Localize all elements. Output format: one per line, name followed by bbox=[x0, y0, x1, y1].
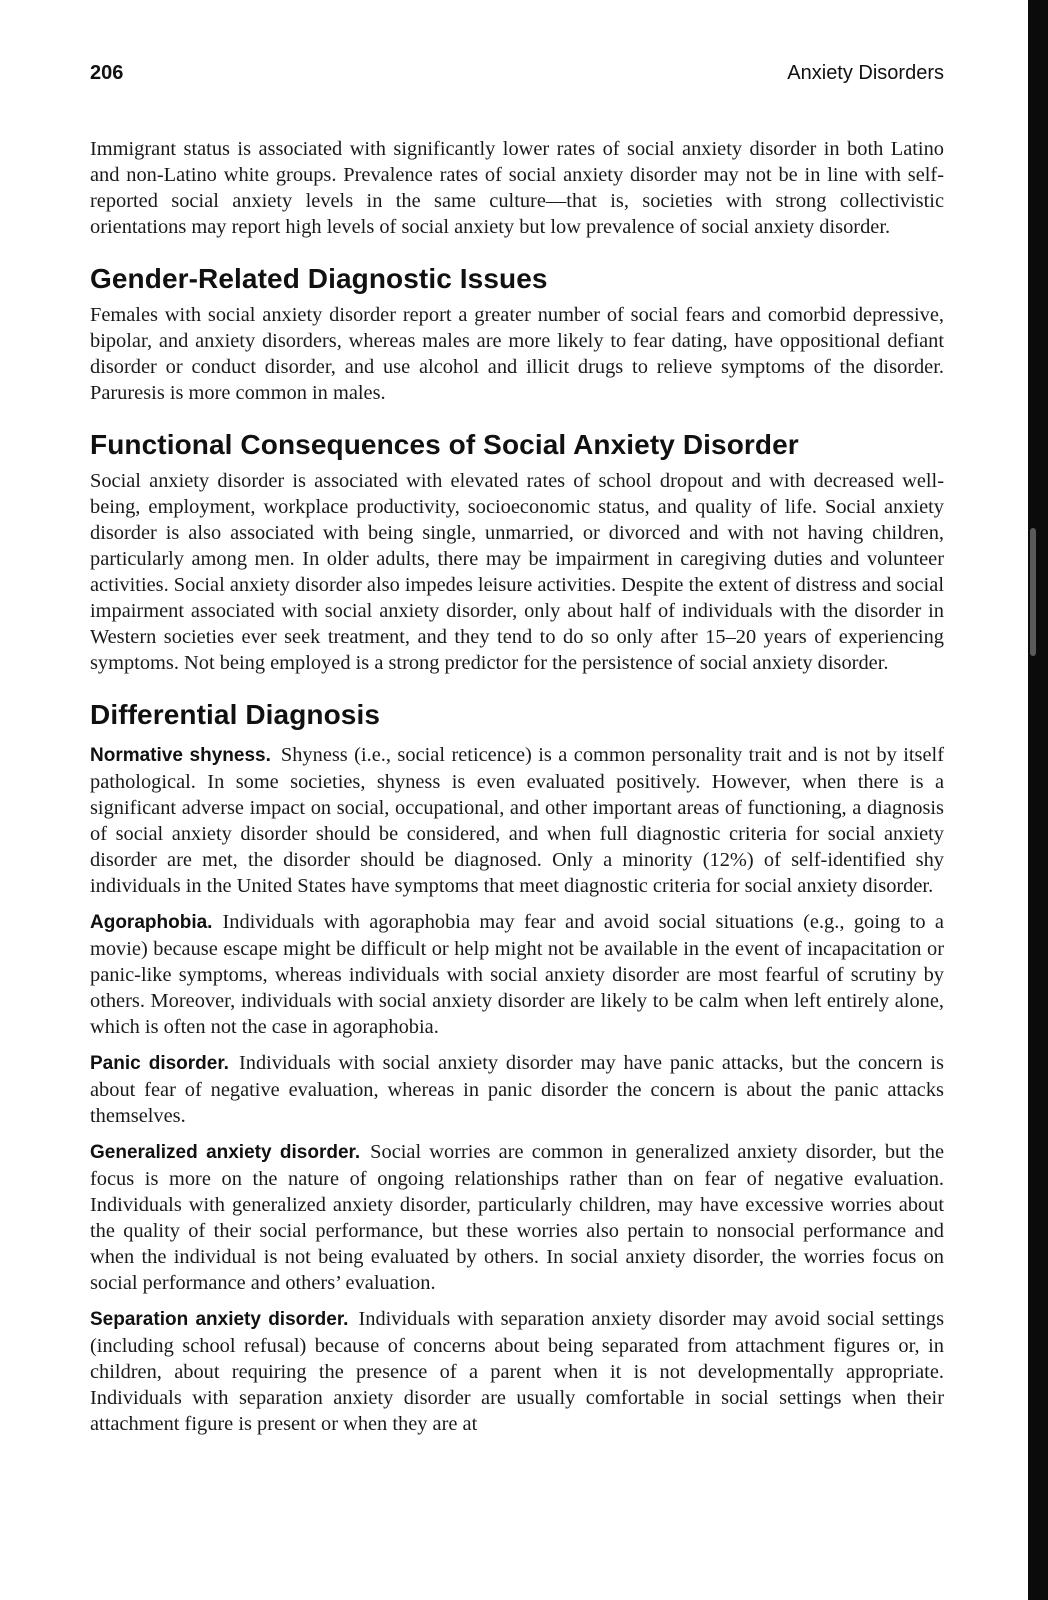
dd-term: Agoraphobia. bbox=[90, 912, 213, 933]
dd-text: Individuals with social anxiety disorder may have panic attacks, but the concern is about fear of negative evaluation, whereas in panic disorder the concern is about the panic attacks themselves. bbox=[90, 1052, 944, 1127]
dd-text: Individuals with separation anxiety disorder may avoid social settings (including school refusal) because of concerns about being separated from attachment figures or, in children, about requiring the presence of a parent when it is not developmentally appropriate. Individuals with separation anxiety disorder are usually comfortable in social settings when their attachment figure is present or when they are at bbox=[90, 1308, 944, 1435]
dd-entry-generalized-anxiety-disorder bbox=[90, 1139, 944, 1296]
dd-entry-agoraphobia bbox=[90, 909, 944, 1040]
running-title: Anxiety Disorders bbox=[787, 62, 944, 84]
dd-text: Social worries are common in generalized anxiety disorder, but the focus is more on the nature of ongoing relationships rather than on fear of negative evaluation. Individuals with generalized anxiety disorder, particularly children, may have excessive worries about the quality of their social performance, but these worries also pertain to nonsocial performance and when the individual is not being evaluated by others. In social anxiety disorder, the worries focus on social performance and others’ evaluation. bbox=[90, 1141, 944, 1294]
intro-paragraph: Immigrant status is associated with significantly lower rates of social anxiety disorder in both Latino and non-Latino white groups. Prevalence rates of social anxiety disorder may not be in line with self-reported social anxiety levels in the same culture—that is, societies with strong collectivistic orientations may report high levels of social anxiety but low prevalence of social anxiety disorder. bbox=[90, 138, 944, 238]
page-number: 206 bbox=[90, 62, 124, 84]
page-content bbox=[90, 62, 944, 1447]
section-heading-differential-diagnosis: Differential Diagnosis bbox=[90, 699, 381, 730]
dd-entry-separation-anxiety-disorder bbox=[90, 1306, 944, 1437]
dd-term: Separation anxiety disorder. bbox=[90, 1309, 349, 1330]
dd-entry-panic-disorder bbox=[90, 1050, 944, 1129]
section-text-functional-consequences: Social anxiety disorder is associated with elevated rates of school dropout and with decreased well-being, employment, workplace productivity, socioeconomic status, and quality of life. Social anxiety disorder is also associated with being single, unmarried, or divorced and with not having children, particularly among men. In older adults, there may be impairment in caregiving duties and volunteer activities. Social anxiety disorder also impedes leisure activities. Despite the extent of distress and social impairment associated with social anxiety disorder, only about half of individuals with the disorder in Western societies ever seek treatment, and they tend to do so only after 15–20 years of experiencing symptoms. Not being employed is a strong predictor for the persistence of social anxiety disorder. bbox=[90, 470, 944, 674]
section-text-gender: Females with social anxiety disorder report a greater number of social fears and comorbid depressive, bipolar, and anxiety disorders, whereas males are more likely to fear dating, have oppositional defiant disorder or conduct disorder, and use alcohol and illicit drugs to relieve symptoms of the disorder. Paruresis is more common in males. bbox=[90, 304, 944, 404]
viewer-scrollbar-thumb[interactable] bbox=[1030, 528, 1036, 656]
section-heading-functional-consequences: Functional Consequences of Social Anxiety Disorder bbox=[90, 429, 799, 460]
dd-text: Individuals with agoraphobia may fear and avoid social situations (e.g., going to a movie) because escape might be difficult or help might not be available in the event of incapacitation or panic-like symptoms, whereas individuals with social anxiety disorder are most fearful of scrutiny by others. Moreover, individuals with social anxiety disorder are likely to be calm when left entirely alone, which is often not the case in agoraphobia. bbox=[90, 911, 944, 1038]
viewer-scrollbar-track[interactable] bbox=[1028, 0, 1048, 1600]
dd-text: Shyness (i.e., social reticence) is a common personality trait and is not by itself pathological. In some societies, shyness is even evaluated positively. However, when there is a significant adverse impact on social, occupational, and other important areas of functioning, a diagnosis of social anxiety disorder should be considered, and when full diagnostic criteria for social anxiety disorder are met, the disorder should be diagnosed. Only a minority (12%) of self-identified shy individuals in the United States have symptoms that meet diagnostic criteria for social anxiety disorder. bbox=[90, 744, 945, 897]
dd-term: Generalized anxiety disorder. bbox=[90, 1142, 361, 1163]
dd-term: Panic disorder. bbox=[90, 1053, 229, 1074]
section-heading-gender: Gender-Related Diagnostic Issues bbox=[90, 263, 548, 294]
dd-entry-normative-shyness bbox=[90, 742, 944, 899]
running-head bbox=[90, 62, 944, 90]
dd-term: Normative shyness. bbox=[90, 745, 271, 766]
